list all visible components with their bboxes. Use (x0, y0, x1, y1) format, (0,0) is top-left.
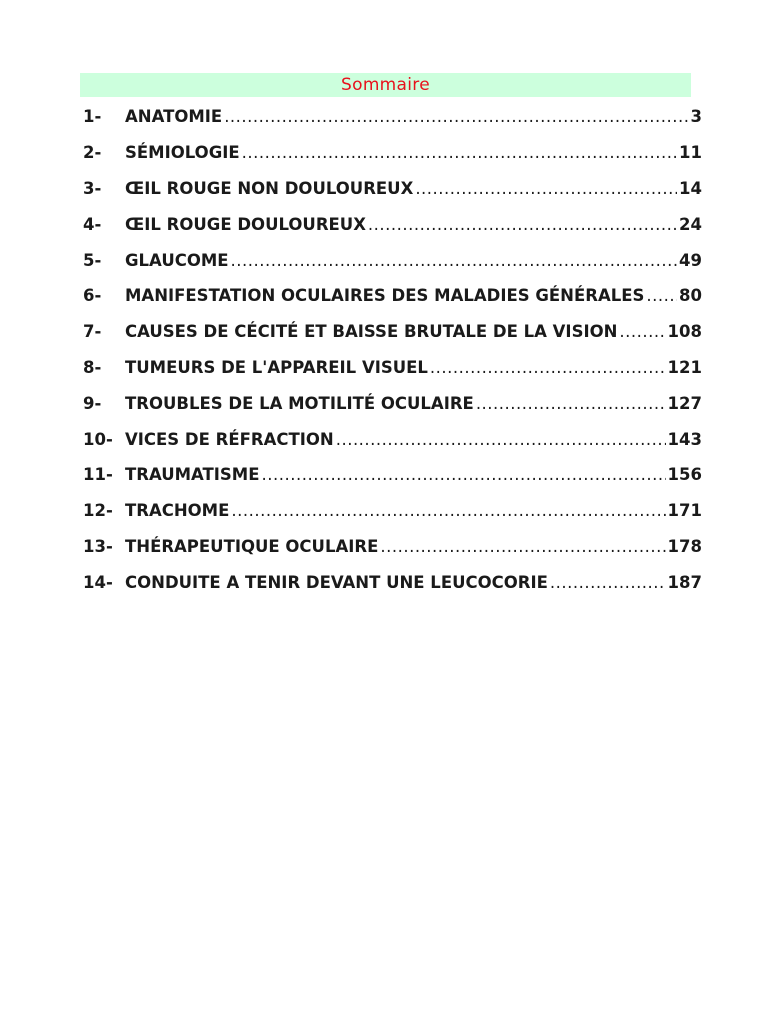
toc-entry-title: TUMEURS DE L'APPAREIL VISUEL (125, 357, 428, 377)
toc-title: Sommaire (80, 73, 691, 97)
toc-entry-title: ANATOMIE (125, 107, 223, 127)
toc-entry-page: 156 (667, 465, 702, 485)
toc-entry-page: 171 (667, 501, 702, 521)
toc-entry-page: 14 (679, 178, 702, 198)
toc-entry[interactable] (83, 171, 702, 207)
toc-entry-page: 11 (679, 143, 702, 163)
toc-entry[interactable] (83, 421, 702, 457)
toc-entry-number: 8- (83, 357, 102, 377)
toc-entry-number: 4- (83, 214, 102, 234)
toc-dot-leader (368, 215, 677, 234)
toc-entry-number: 9- (83, 393, 102, 413)
toc-dot-leader (415, 179, 677, 198)
toc-entry-page: 49 (679, 250, 702, 270)
toc-entry-title: ŒIL ROUGE NON DOULOUREUX (125, 178, 414, 198)
toc-entry[interactable] (83, 135, 702, 171)
toc-dot-leader (430, 358, 666, 377)
toc-entry-page: 24 (679, 214, 702, 234)
toc-entry-page: 178 (667, 536, 702, 556)
toc-entry-number: 10- (83, 429, 113, 449)
toc-entry[interactable] (83, 99, 702, 135)
toc-dot-leader (380, 537, 665, 556)
toc-entry-page: 121 (667, 357, 702, 377)
toc-list (83, 99, 702, 600)
toc-dot-leader (262, 465, 666, 484)
toc-entry[interactable] (83, 564, 702, 600)
toc-entry-title: MANIFESTATION OCULAIRES DES MALADIES GÉNÉRALES (125, 286, 645, 306)
toc-entry-title: TROUBLES DE LA MOTILITÉ OCULAIRE (125, 393, 474, 413)
toc-entry-number: 2- (83, 143, 102, 163)
toc-dot-leader (336, 430, 666, 449)
toc-entry-title: VICES DE RÉFRACTION (125, 429, 334, 449)
toc-dot-leader (231, 501, 665, 520)
toc-entry[interactable] (83, 385, 702, 421)
toc-entry-title: THÉRAPEUTIQUE OCULAIRE (125, 536, 379, 556)
toc-entry-page: 187 (667, 572, 702, 592)
toc-dot-leader (646, 286, 677, 305)
toc-entry-number: 14- (83, 572, 113, 592)
toc-entry-number: 1- (83, 107, 102, 127)
toc-entry-number: 7- (83, 322, 102, 342)
toc-entry-title: TRAUMATISME (125, 465, 260, 485)
toc-dot-leader (619, 322, 665, 341)
toc-entry-number: 13- (83, 536, 113, 556)
toc-entry-number: 6- (83, 286, 102, 306)
toc-entry[interactable] (83, 493, 702, 529)
toc-entry-title: CONDUITE A TENIR DEVANT UNE LEUCOCORIE (125, 572, 548, 592)
toc-entry-number: 3- (83, 178, 102, 198)
toc-entry-number: 11- (83, 465, 113, 485)
toc-dot-leader (550, 573, 666, 592)
toc-entry-number: 5- (83, 250, 102, 270)
toc-dot-leader (231, 251, 677, 270)
toc-entry-page: 127 (667, 393, 702, 413)
toc-dot-leader (224, 107, 688, 126)
toc-entry[interactable] (83, 457, 702, 493)
toc-entry-page: 108 (667, 322, 702, 342)
toc-entry-page: 3 (690, 107, 702, 127)
toc-entry-title: TRACHOME (125, 501, 230, 521)
toc-entry[interactable] (83, 206, 702, 242)
toc-entry-title: CAUSES DE CÉCITÉ ET BAISSE BRUTALE DE LA VISION (125, 322, 618, 342)
toc-entry-title: ŒIL ROUGE DOULOUREUX (125, 214, 366, 234)
toc-entry-page: 143 (667, 429, 702, 449)
toc-dot-leader (242, 143, 677, 162)
toc-entry-title: SÉMIOLOGIE (125, 143, 240, 163)
toc-entry[interactable] (83, 529, 702, 565)
toc-entry[interactable] (83, 278, 702, 314)
toc-entry[interactable] (83, 350, 702, 386)
toc-entry[interactable] (83, 242, 702, 278)
toc-entry-title: GLAUCOME (125, 250, 229, 270)
toc-entry-number: 12- (83, 501, 113, 521)
toc-entry[interactable] (83, 314, 702, 350)
toc-entry-page: 80 (679, 286, 702, 306)
toc-dot-leader (476, 394, 666, 413)
